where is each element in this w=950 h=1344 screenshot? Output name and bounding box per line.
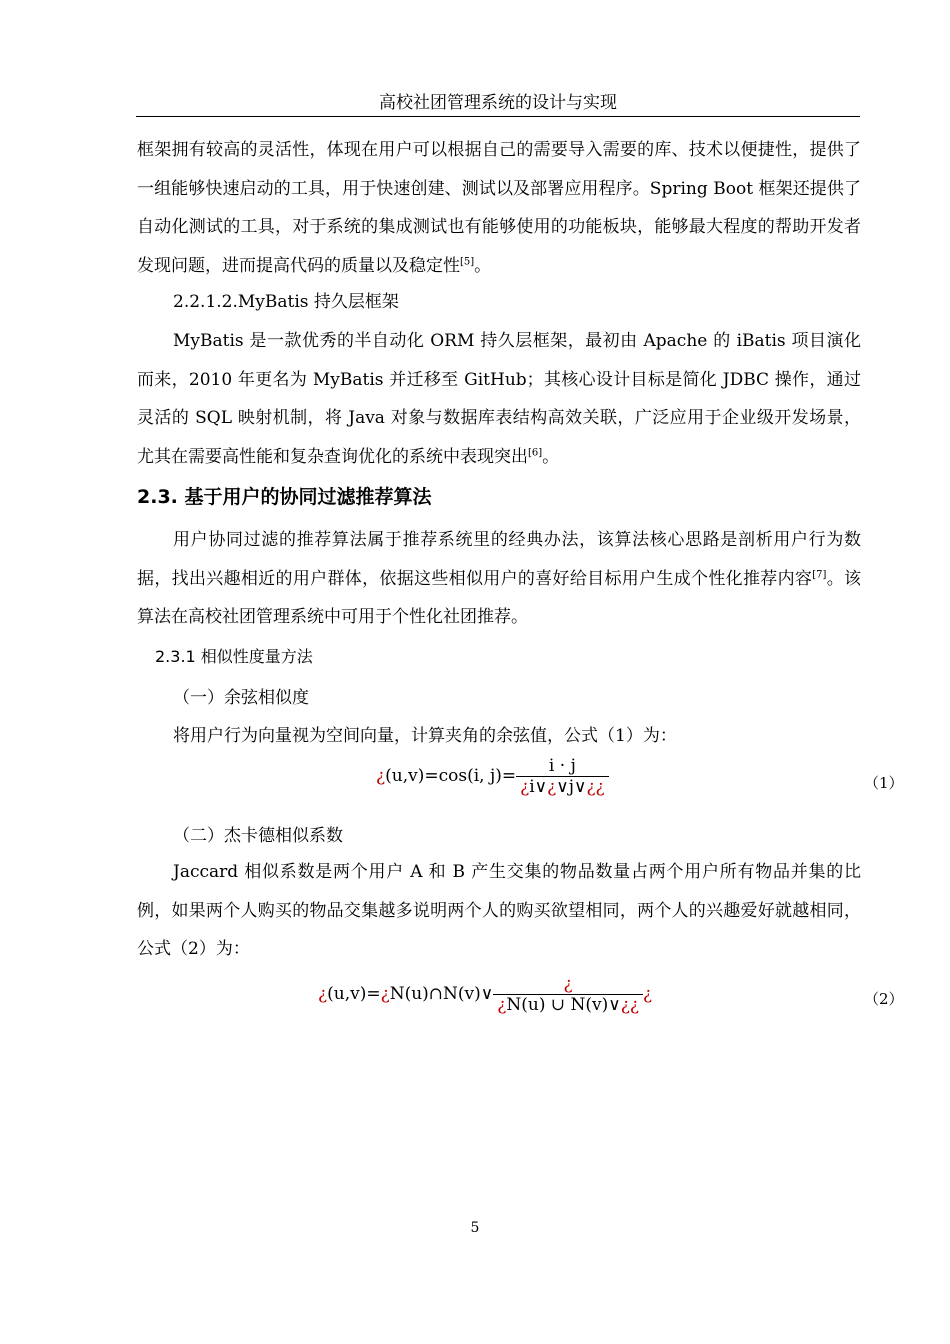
garbled-char: ¿ — [318, 984, 328, 1004]
paragraph-text: MyBatis 是一款优秀的半自动化 ORM 持久层框架，最初由 Apache 的 iBatis 项目演化而来，2010 年更名为 MyBatis 并迁移至 GitHub；其核心设计目标是简化 JDBC 操作，通过灵活的 SQL 映射机制，将 Java 对象与数据库表结构高效关联，广泛应用于企业级开发场景，尤其在需要高性能和复杂查询优化的系统中表现突出 — [137, 331, 861, 467]
formula-cosine — [376, 756, 609, 797]
garbled-char: ¿ — [380, 984, 390, 1004]
garbled-char: ¿ — [547, 777, 557, 797]
vector-j: j — [568, 777, 574, 797]
denominator-expr: N(u) ∪ N(v)∨ — [506, 995, 621, 1015]
garbled-char: ¿ — [376, 766, 386, 786]
garbled-char: ¿ — [642, 984, 653, 1004]
running-header: 高校社团管理系统的设计与实现 — [136, 92, 860, 117]
paragraph-end: 。 — [474, 255, 492, 276]
fraction — [493, 974, 643, 1015]
section-heading-2-3-1: 2.3.1 相似性度量方法 — [155, 647, 313, 666]
formula-number-2: （2） — [864, 990, 904, 1008]
operator: ∨ — [573, 777, 587, 797]
operator: ∨ — [556, 777, 569, 797]
formula-mid: N(u)∩N(v)∨ — [389, 984, 494, 1004]
formula-jaccard — [318, 974, 652, 1015]
paragraph-cosine-intro: 将用户行为向量视为空间向量，计算夹角的余弦值，公式（1）为： — [173, 726, 677, 746]
garbled-char: ¿ — [520, 777, 530, 797]
formula-number-1: （1） — [864, 774, 904, 792]
paragraph-springboot — [137, 131, 861, 285]
paragraph-end: 。该算法在高校社团管理系统中可用于个性化社团推荐。 — [137, 568, 862, 627]
formula-lhs: (u,v)=cos(i, j)= — [385, 766, 517, 786]
formula-lhs: (u,v)= — [327, 984, 381, 1004]
page-number: 5 — [470, 1220, 480, 1236]
garbled-char: ¿¿ — [586, 777, 605, 797]
garbled-char: ¿¿ — [620, 995, 639, 1015]
item-title-jaccard: （二）杰卡德相似系数 — [173, 826, 343, 846]
paragraph-collaborative-filtering — [137, 521, 861, 637]
fraction-denominator — [516, 777, 609, 797]
garbled-char: ¿ — [497, 995, 507, 1015]
paragraph-text: Jaccard 相似系数是两个用户 A 和 B 产生交集的物品数量占两个用户所有物品并集的比例，如果两个人购买的物品交集越多说明两个人的购买欲望相同，两个人的兴趣爱好就越相同，公式（2）为： — [137, 862, 861, 959]
fraction-numerator: ¿ — [493, 974, 643, 995]
fraction-denominator — [493, 995, 643, 1015]
operator: ∨ — [534, 777, 548, 797]
citation: [5] — [460, 255, 475, 267]
paragraph-mybatis — [137, 322, 861, 476]
item-title-cosine: （一）余弦相似度 — [173, 688, 309, 708]
vector-i: i — [529, 777, 535, 797]
paragraph-end: 。 — [542, 446, 560, 467]
subsection-title-mybatis: 2.2.1.2.MyBatis 持久层框架 — [173, 292, 399, 312]
paragraph-text: 用户协同过滤的推荐算法属于推荐系统里的经典办法，该算法核心思路是剖析用户行为数据，找出兴趣相近的用户群体，依据这些相似用户的喜好给目标用户生成个性化推荐内容 — [137, 530, 861, 589]
section-heading-2-3: 2.3. 基于用户的协同过滤推荐算法 — [137, 486, 432, 508]
citation: [6] — [528, 446, 543, 458]
paragraph-text: 框架拥有较高的灵活性，体现在用户可以根据自己的需要导入需要的库、技术以便捷性，提供了一组能够快速启动的工具，用于快速创建、测试以及部署应用程序。Spring Boot 框架还提供了自动化测试的工具，对于系统的集成测试也有能够使用的功能板块，能够最大程度的帮助开发者发现问题，进而提高代码的质量以及稳定性 — [137, 140, 861, 276]
fraction — [516, 756, 609, 797]
paragraph-jaccard — [137, 853, 861, 969]
fraction-numerator: i · j — [516, 756, 609, 777]
citation: [7] — [812, 568, 827, 580]
